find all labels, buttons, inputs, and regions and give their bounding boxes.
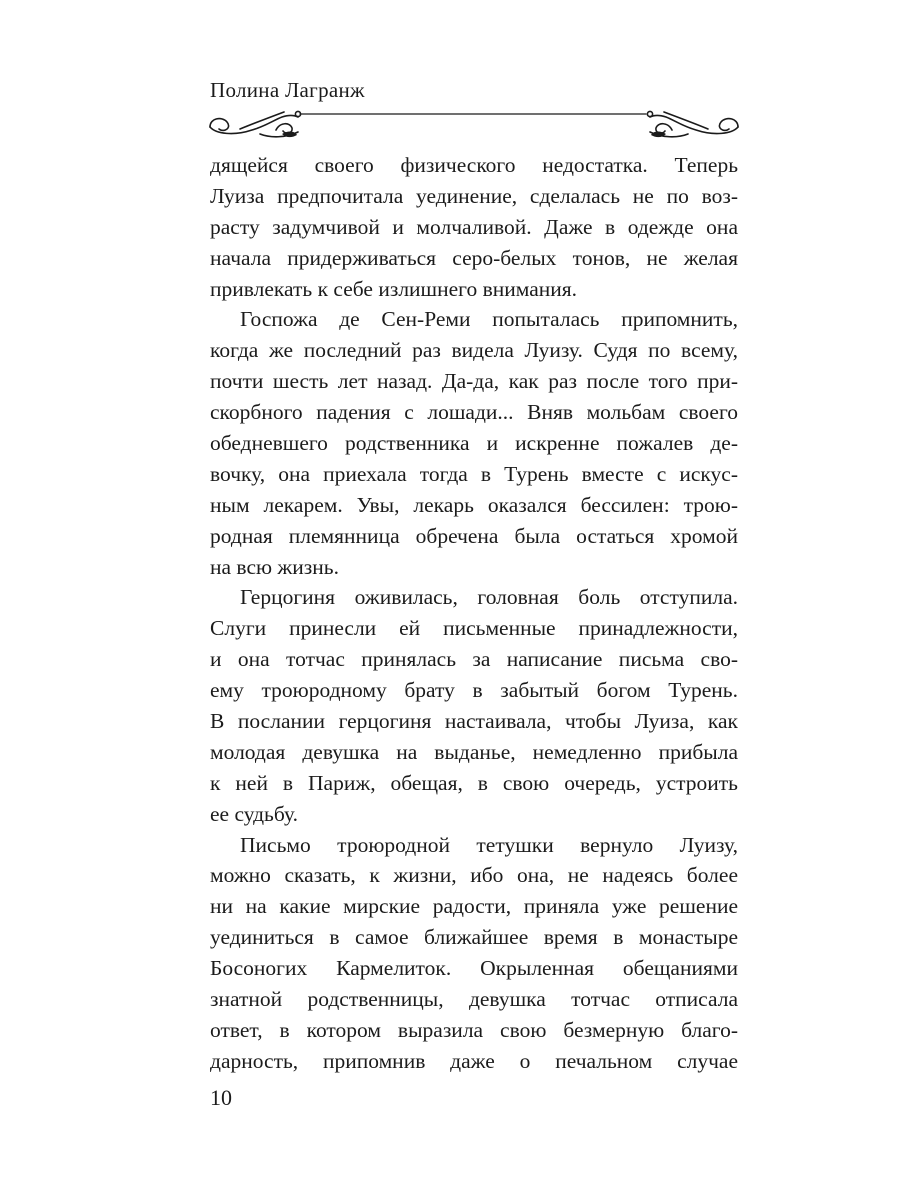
text-line: знатной родственницы, девушка тотчас отписала: [210, 987, 738, 1012]
text-line: на всю жизнь.: [210, 554, 339, 579]
text-line: В послании герцогиня настаивала, чтобы Луиза, как: [210, 709, 738, 734]
text-line: дящейся своего физического недостатка. Теперь: [210, 153, 738, 177]
text-line: расту задумчивой и молчаливой. Даже в одежде она: [210, 214, 738, 239]
text-line: ее судьбу.: [210, 801, 298, 826]
page-number: 10: [210, 1085, 232, 1110]
paragraph-first-line: Герцогиня оживилась, головная боль отступила.: [240, 585, 738, 610]
text-line: ему троюродному брату в забытый богом Турень.: [210, 678, 738, 703]
text-line: Босоногих Кармелиток. Окрыленная обещаниями: [210, 956, 738, 981]
text-line: почти шесть лет назад. Да-да, как раз после того при-: [210, 369, 738, 394]
text-line: вочку, она приехала тогда в Турень вместе с искус-: [210, 461, 738, 486]
text-line: начала придерживаться серо-белых тонов, не желая: [210, 245, 738, 270]
text-line: привлекать к себе излишнего внимания.: [210, 276, 578, 301]
text-line: молодая девушка на выданье, немедленно прибыла: [210, 739, 738, 764]
body-text: [210, 150, 738, 1077]
paragraph-first-line: Госпожа де Сен-Реми попыталась припомнить,: [240, 307, 738, 332]
text-line: Слуги принесли ей письменные принадлежности,: [210, 616, 738, 641]
running-head: Полина Лагранж: [210, 78, 365, 102]
text-line: ответ, в котором выразила свою безмерную благо-: [210, 1017, 738, 1042]
text-line: скорбного падения с лошади... Вняв мольбам своего: [210, 400, 738, 425]
text-line: когда же последний раз видела Луизу. Судя по всему,: [210, 338, 738, 363]
paragraph-first-line: Письмо троюродной тетушки вернуло Луизу,: [240, 832, 738, 857]
text-line: уединиться в самое ближайшее время в монастыре: [210, 925, 738, 950]
text-line: и она тотчас принялась за написание письма сво-: [210, 647, 738, 672]
text-line: обедневшего родственника и искренне пожалев де-: [210, 431, 738, 456]
text-line: к ней в Париж, обещая, в свою очередь, устроить: [210, 770, 738, 795]
text-line: ни на какие мирские радости, приняла уже решение: [210, 894, 738, 919]
text-line: родная племянница обречена была остаться хромой: [210, 523, 738, 548]
text-line: Луиза предпочитала уединение, сделалась не по воз-: [210, 183, 738, 208]
text-line: дарность, припомнив даже о печальном случае: [210, 1048, 738, 1073]
text-line: ным лекарем. Увы, лекарь оказался бессилен: трою-: [210, 492, 738, 517]
scroll-flourish-rule-icon: [200, 100, 748, 146]
text-line: можно сказать, к жизни, ибо она, не надеясь более: [210, 863, 738, 888]
